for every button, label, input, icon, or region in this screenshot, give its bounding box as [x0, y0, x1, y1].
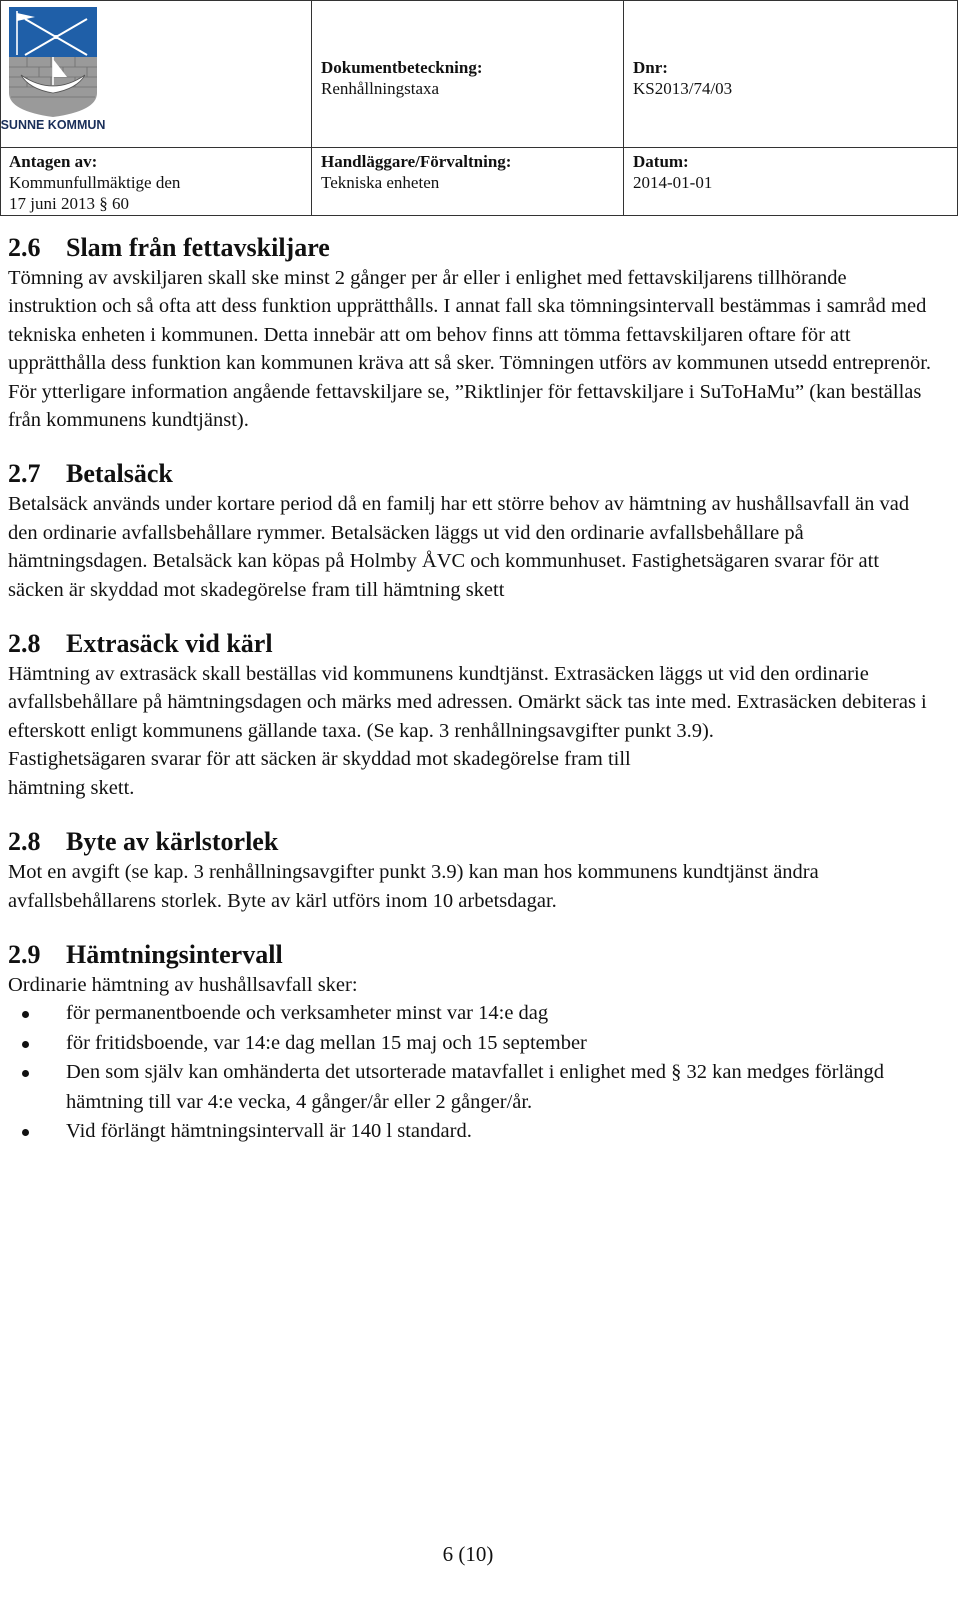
section-heading [8, 628, 938, 660]
document-body [8, 232, 938, 1171]
list-item: för permanentboende och verksamheter minst var 14:e dag [8, 999, 938, 1029]
section-text: Tömning av avskiljaren skall ske minst 2 gånger per år eller i enlighet med fettavskiljarens tillhörande instruktion och så ofta att dess funktion upprätthålls. I annat fall ska tömningsintervall bestämmas i samråd med tekniska enheten i kommunen. Detta innebär att om behov finns att tömma fettavskiljaren oftare för att upprätthålla dess funktion kan kommunen kräva att så sker. Tömningen utförs av kommunen utsedd entreprenör. För ytterligare information angående fettavskiljare se, ”Riktlinjer för fettavskiljare i SuToHaMu” (kan beställas från kommunens kundtjänst). [8, 267, 932, 432]
section-title: Byte av kärlstorlek [66, 827, 279, 857]
section-text: Hämtning av extrasäck skall beställas vid kommunens kundtjänst. Extrasäcken läggs ut vid den ordinarie avfallsbehållare på hämtningsdagen och märks med adressen. Omärkt säck tas inte med. Extrasäcken debiteras i efterskott enligt kommunens gällande taxa. (Se kap. 3 renhållningsavgifter punkt 3.9). [8, 663, 927, 742]
section-text: Mot en avgift (se kap. 3 renhållningsavgifter punkt 3.9) kan man hos kommunens kundtjänst ändra avfallsbehållarens storlek. Byte av kärl utförs inom 10 arbetsdagar. [8, 861, 819, 912]
section-number: 2.6 [8, 233, 41, 262]
section-text: Fastighetsägaren svarar för att säcken är skyddad mot skadegörelse fram till [8, 748, 631, 771]
section-heading [8, 232, 938, 264]
section-heading [8, 826, 938, 858]
page-number: 6 (10) [442, 1542, 494, 1566]
section-text: hämtning skett. [8, 776, 135, 799]
bullet-list [8, 999, 938, 1147]
list-item: Den som själv kan omhänderta det utsorterade matavfallet i enlighet med § 32 kan medges förlängd hämtning till var 4:e vecka, 4 gånger/år eller 2 gånger/år. [8, 1058, 938, 1117]
section-title: Extrasäck vid kärl [66, 629, 273, 659]
dnr-value: KS2013/74/03 [633, 79, 733, 98]
header-divider [311, 1, 312, 215]
dnr-cell [633, 57, 732, 99]
handlaggare-value: Tekniska enheten [321, 173, 440, 192]
list-item: för fritidsboende, var 14:e dag mellan 15 maj och 15 september [8, 1029, 938, 1059]
dnr-label: Dnr: [633, 58, 668, 77]
section-2-6 [8, 232, 938, 434]
section-2-7 [8, 458, 938, 604]
section-2-8-extrasack [8, 628, 938, 802]
header-divider [1, 147, 957, 148]
datum-cell [633, 151, 712, 193]
section-2-8-byte [8, 826, 938, 915]
section-number: 2.8 [8, 827, 41, 857]
handlaggare-cell [321, 151, 511, 193]
section-number: 2.8 [8, 629, 41, 659]
section-title: Betalsäck [66, 459, 173, 489]
section-number: 2.7 [8, 459, 41, 489]
section-heading [8, 458, 938, 490]
antagen-value: Kommunfullmäktige den [9, 173, 181, 192]
section-title: Hämtningsintervall [66, 939, 283, 969]
doc-value: Renhållningstaxa [321, 79, 440, 98]
section-number: 2.9 [8, 939, 41, 969]
datum-label: Datum: [633, 152, 689, 171]
antagen-date: 17 juni 2013 § 60 [9, 194, 129, 213]
doc-cell [321, 57, 483, 99]
sunne-kommun-logo [0, 5, 106, 132]
section-2-9 [8, 939, 938, 1147]
antagen-label: Antagen av: [9, 152, 98, 171]
antagen-cell [9, 151, 180, 214]
section-text: Ordinarie hämtning av hushållsavfall sker: [8, 973, 358, 996]
handlaggare-label: Handläggare/Förvaltning: [321, 152, 512, 171]
logo-text: SUNNE KOMMUN [0, 118, 106, 132]
section-title: Slam från fettavskiljare [66, 233, 330, 262]
section-heading [8, 939, 938, 971]
datum-value: 2014-01-01 [633, 173, 713, 192]
header-table [0, 0, 958, 216]
header-divider [623, 1, 624, 215]
doc-label: Dokumentbeteckning: [321, 58, 483, 77]
section-text: Betalsäck används under kortare period då en familj har ett större behov av hämtning av hushållsavfall än vad den ordinarie avfallsbehållare rymmer. Betalsäcken läggs ut vid den ordinarie avfallsbehållare på hämtningsdagen. Betalsäck kan köpas på Holmby ÅVC och kommunhuset. Fastighetsägaren svarar för att säcken är skyddad mot skadegörelse fram till hämtning skett [8, 493, 910, 601]
list-item: Vid förlängt hämtningsintervall är 140 l standard. [8, 1117, 938, 1147]
